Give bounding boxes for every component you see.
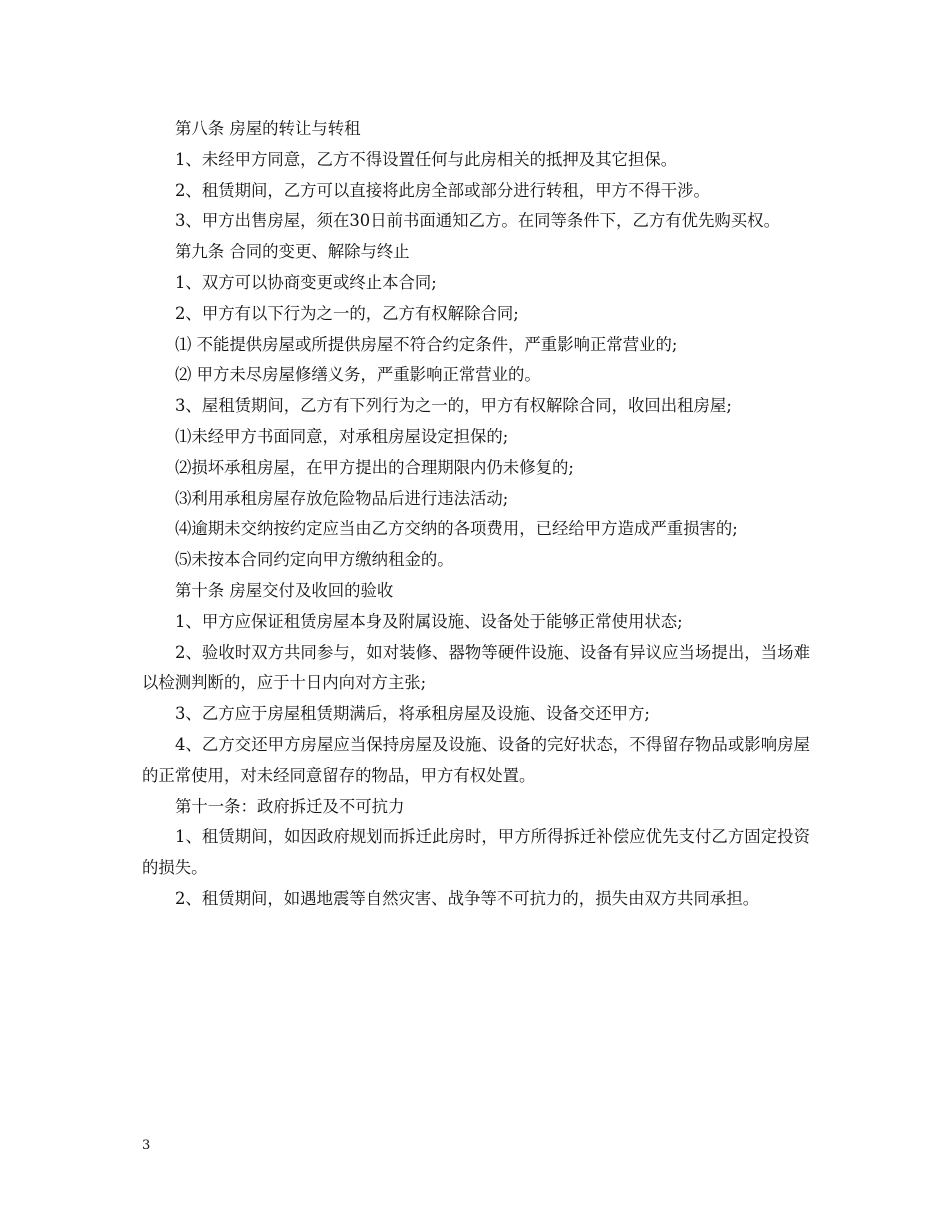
clause-paragraph: 2、甲方有以下行为之一的，乙方有权解除合同; [175, 303, 519, 323]
section-heading-article-8: 第八条 房屋的转让与转租 [175, 119, 361, 138]
clause-paragraph: 1、未经甲方同意，乙方不得设置任何与此房相关的抵押及其它担保。 [175, 149, 678, 169]
document-body [142, 114, 810, 915]
clause-paragraph: 3、甲方出售房屋，须在30日前书面通知乙方。在同等条件下，乙方有优先购买权。 [175, 211, 780, 231]
sub-clause-paragraph: ⑸未按本合同约定向甲方缴纳租金的。 [175, 550, 454, 570]
clause-paragraph: 4、乙方交还甲方房屋应当保持房屋及设施、设备的完好状态，不得留存物品或影响房屋的正常使用，对未经同意留存的物品，甲方有权处置。 [142, 734, 810, 785]
sub-clause-paragraph: ⑵ 甲方未尽房屋修缮义务，严重影响正常营业的。 [175, 365, 541, 385]
clause-paragraph: 2、租赁期间，乙方可以直接将此房全部或部分进行转租，甲方不得干涉。 [175, 180, 710, 200]
sub-clause-paragraph: ⑷逾期未交纳按约定应当由乙方交纳的各项费用，已经给甲方造成严重损害的; [175, 519, 738, 539]
sub-clause-paragraph: ⑴未经甲方书面同意，对承租房屋设定担保的; [175, 426, 509, 446]
section-heading-article-11: 第十一条：政府拆迁及不可抗力 [175, 796, 405, 816]
clause-paragraph: 3、屋租赁期间，乙方有下列行为之一的，甲方有权解除合同，收回出租房屋; [175, 396, 732, 416]
clause-paragraph: 1、租赁期间，如因政府规划而拆迁此房时，甲方所得拆迁补偿应优先支付乙方固定投资的损失。 [142, 827, 810, 878]
section-heading-article-9: 第九条 合同的变更、解除与终止 [175, 242, 410, 262]
sub-clause-paragraph: ⑴ 不能提供房屋或所提供房屋不符合约定条件，严重影响正常营业的; [175, 334, 678, 354]
clause-paragraph: 1、甲方应保证租赁房屋本身及附属设施、设备处于能够正常使用状态; [175, 611, 683, 631]
clause-paragraph: 2、验收时双方共同参与，如对装修、器物等硬件设施、设备有异议应当场提出，当场难以检测判断的，应于十日内向对方主张; [142, 642, 810, 693]
clause-paragraph: 3、乙方应于房屋租赁期满后，将承租房屋及设施、设备交还甲方; [175, 704, 650, 724]
clause-paragraph: 2、租赁期间，如遇地震等自然灾害、战争等不可抗力的，损失由双方共同承担。 [175, 888, 760, 908]
page-number: 3 [142, 1138, 151, 1153]
sub-clause-paragraph: ⑵损坏承租房屋，在甲方提出的合理期限内仍未修复的; [175, 457, 574, 477]
clause-paragraph: 1、双方可以协商变更或终止本合同; [175, 272, 437, 292]
section-heading-article-10: 第十条 房屋交付及收回的验收 [175, 580, 394, 600]
sub-clause-paragraph: ⑶利用承租房屋存放危险物品后进行违法活动; [175, 488, 509, 508]
